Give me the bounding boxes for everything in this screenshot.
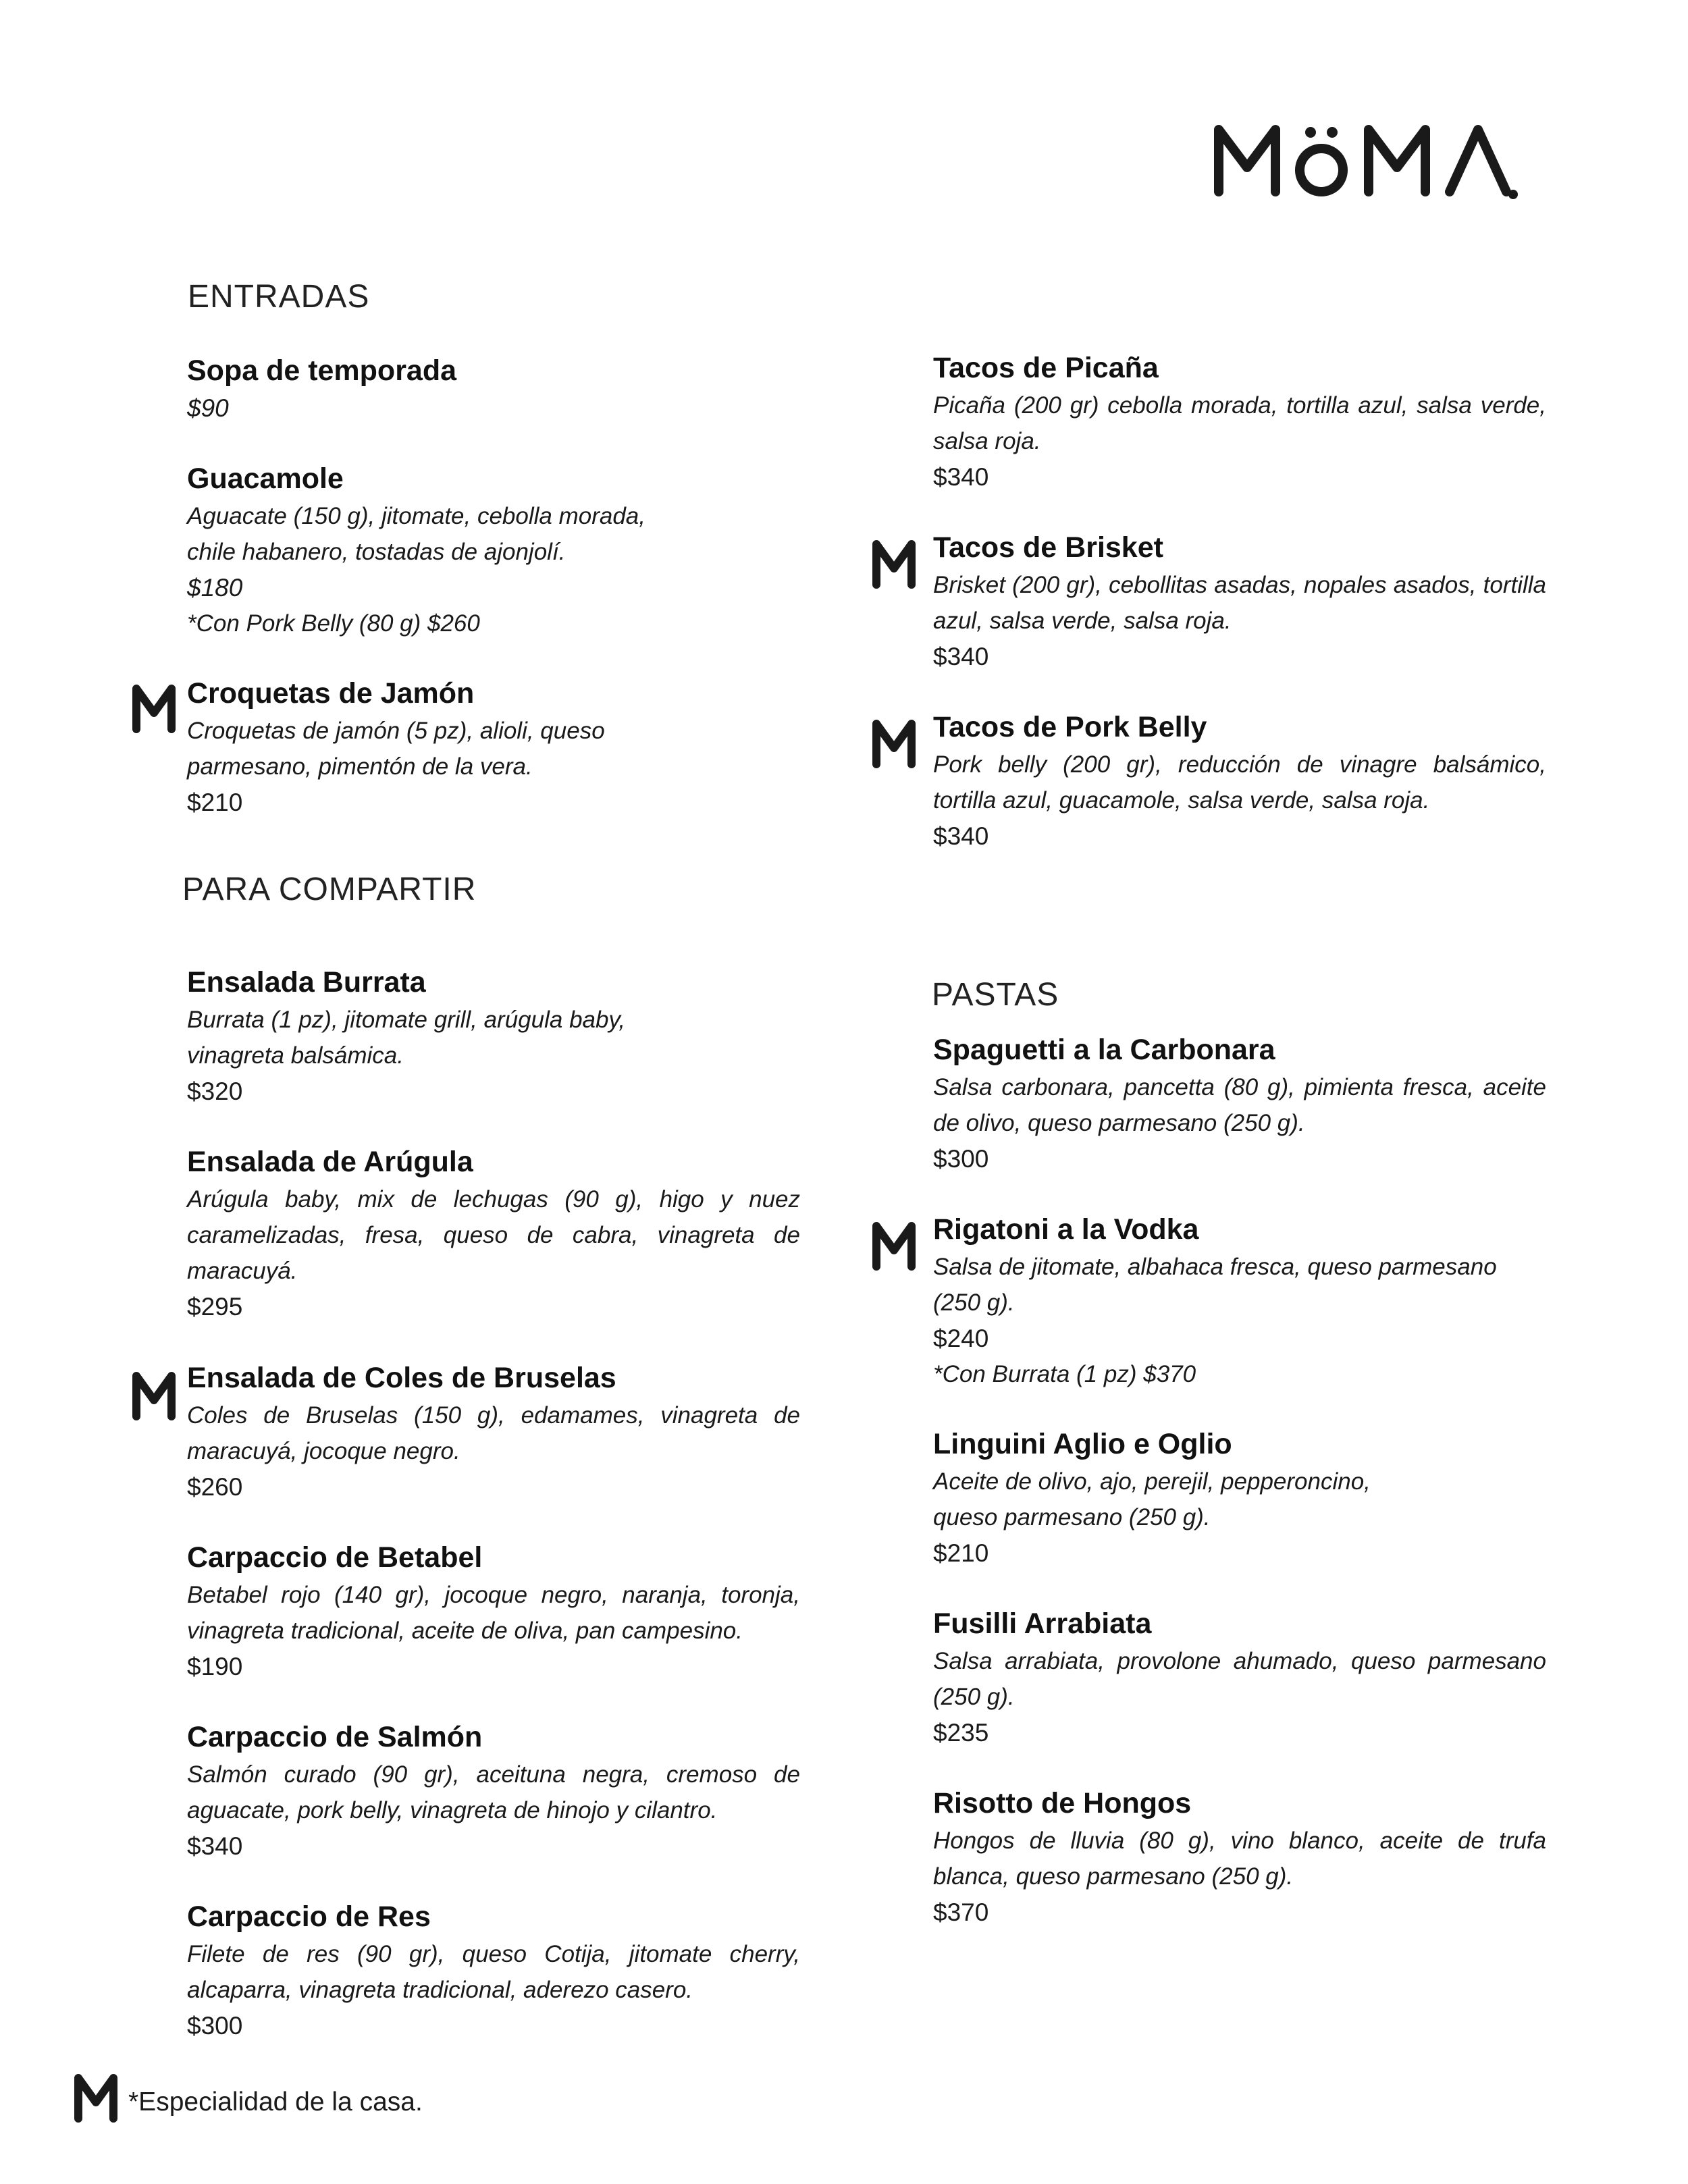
item-price: $300 — [933, 1145, 989, 1173]
menu-item — [187, 462, 800, 641]
specialty-mark-icon — [131, 1370, 177, 1420]
item-price: $340 — [933, 822, 989, 850]
specialty-mark-icon — [73, 2073, 119, 2123]
menu-item — [187, 676, 800, 820]
specialty-mark-icon — [871, 718, 917, 768]
item-name: Tacos de Brisket — [933, 531, 1163, 564]
item-name: Spaguetti a la Carbonara — [933, 1034, 1275, 1066]
item-price: $340 — [187, 1832, 243, 1860]
item-description: Aguacate (150 g), jitomate, cebolla morada, chile habanero, tostadas de ajonjolí. — [187, 503, 645, 565]
item-name: Ensalada Burrata — [187, 966, 426, 998]
menu-item — [933, 1033, 1546, 1177]
item-name: Fusilli Arrabiata — [933, 1607, 1152, 1640]
item-description: Picaña (200 gr) cebolla morada, tortilla azul, salsa verde, salsa roja. — [933, 392, 1546, 454]
item-name: Carpaccio de Res — [187, 1900, 431, 1933]
item-name: Tacos de Pork Belly — [933, 711, 1207, 743]
item-description: Hongos de lluvia (80 g), vino blanco, aceite de trufa blanca, queso parmesano (250 g). — [933, 1828, 1546, 1890]
specialty-mark-icon — [871, 539, 917, 589]
footer-note: *Especialidad de la casa. — [128, 2087, 423, 2116]
section-title-para-compartir: PARA COMPARTIR — [182, 872, 477, 907]
item-description: Coles de Bruselas (150 g), edamames, vinagreta de maracuyá, jocoque negro. — [187, 1402, 800, 1464]
item-name: Guacamole — [187, 462, 344, 495]
menu-item — [933, 1427, 1546, 1571]
item-price: $180 — [187, 574, 243, 602]
item-description: Salmón curado (90 gr), aceituna negra, cremoso de aguacate, pork belly, vinagreta de hinojo y cilantro. — [187, 1761, 800, 1823]
item-note: *Con Pork Belly (80 g) $260 — [187, 610, 480, 637]
item-note: *Con Burrata (1 pz) $370 — [933, 1361, 1196, 1387]
item-price: $240 — [933, 1325, 989, 1352]
item-description: Burrata (1 pz), jitomate grill, arúgula baby, vinagreta balsámica. — [187, 1007, 626, 1069]
item-price: $340 — [933, 643, 989, 670]
item-description: Aceite de olivo, ajo, perejil, pepperoncino, queso parmesano (250 g). — [933, 1468, 1371, 1530]
item-description: Betabel rojo (140 gr), jocoque negro, naranja, toronja, vinagreta tradicional, aceite de oliva, pan campesino. — [187, 1582, 800, 1644]
item-name: Carpaccio de Betabel — [187, 1541, 483, 1574]
menu-item — [187, 965, 800, 1109]
item-price: $90 — [187, 394, 229, 422]
item-name: Croquetas de Jamón — [187, 677, 475, 710]
item-description: Salsa de jitomate, albahaca fresca, queso parmesano (250 g). — [933, 1254, 1497, 1316]
item-name: Rigatoni a la Vodka — [933, 1213, 1199, 1246]
item-name: Linguini Aglio e Oglio — [933, 1428, 1232, 1460]
section-title-entradas: ENTRADAS — [188, 279, 370, 315]
specialty-mark-icon — [871, 1221, 917, 1271]
item-name: Tacos de Picaña — [933, 352, 1159, 384]
menu-item — [187, 354, 800, 426]
item-price: $295 — [187, 1293, 243, 1321]
item-description: Salsa arrabiata, provolone ahumado, queso parmesano (250 g). — [933, 1648, 1546, 1710]
item-price: $320 — [187, 1077, 243, 1105]
item-price: $370 — [933, 1898, 989, 1926]
menu-item — [933, 1607, 1546, 1751]
item-description: Croquetas de jamón (5 pz), alioli, queso parmesano, pimentón de la vera. — [187, 718, 605, 780]
menu-item — [933, 531, 1546, 674]
menu-item — [933, 351, 1546, 495]
item-name: Carpaccio de Salmón — [187, 1721, 483, 1753]
item-price: $340 — [933, 463, 989, 491]
item-name: Risotto de Hongos — [933, 1787, 1192, 1819]
menu-item — [933, 710, 1546, 854]
item-price: $235 — [933, 1719, 989, 1747]
specialty-mark-icon — [131, 683, 177, 733]
menu-item — [187, 1541, 800, 1684]
section-title-pastas: PASTAS — [932, 977, 1059, 1013]
menu-item — [187, 1720, 800, 1864]
item-price: $210 — [933, 1539, 989, 1567]
menu-item — [187, 1361, 800, 1505]
menu-item — [187, 1900, 800, 2044]
menu-item — [187, 1145, 800, 1325]
item-price: $190 — [187, 1653, 243, 1680]
item-description: Filete de res (90 gr), queso Cotija, jitomate cherry, alcaparra, vinagreta tradicional, aderezo casero. — [187, 1941, 800, 2003]
menu-item — [933, 1213, 1546, 1392]
item-name: Sopa de temporada — [187, 354, 457, 387]
item-price: $210 — [187, 789, 243, 816]
item-name: Ensalada de Arúgula — [187, 1146, 473, 1178]
item-price: $260 — [187, 1473, 243, 1501]
item-price: $300 — [187, 2012, 243, 2040]
moma-logo — [1212, 122, 1536, 203]
item-name: Ensalada de Coles de Bruselas — [187, 1362, 616, 1394]
item-description: Brisket (200 gr), cebollitas asadas, nopales asados, tortilla azul, salsa verde, salsa roja. — [933, 572, 1546, 634]
item-description: Salsa carbonara, pancetta (80 g), pimienta fresca, aceite de olivo, queso parmesano (250 g). — [933, 1074, 1546, 1136]
menu-item — [933, 1786, 1546, 1930]
item-description: Pork belly (200 gr), reducción de vinagre balsámico, tortilla azul, guacamole, salsa verde, salsa roja. — [933, 751, 1546, 814]
item-description: Arúgula baby, mix de lechugas (90 g), higo y nuez caramelizadas, fresa, queso de cabra, vinagreta de maracuyá. — [187, 1186, 800, 1284]
